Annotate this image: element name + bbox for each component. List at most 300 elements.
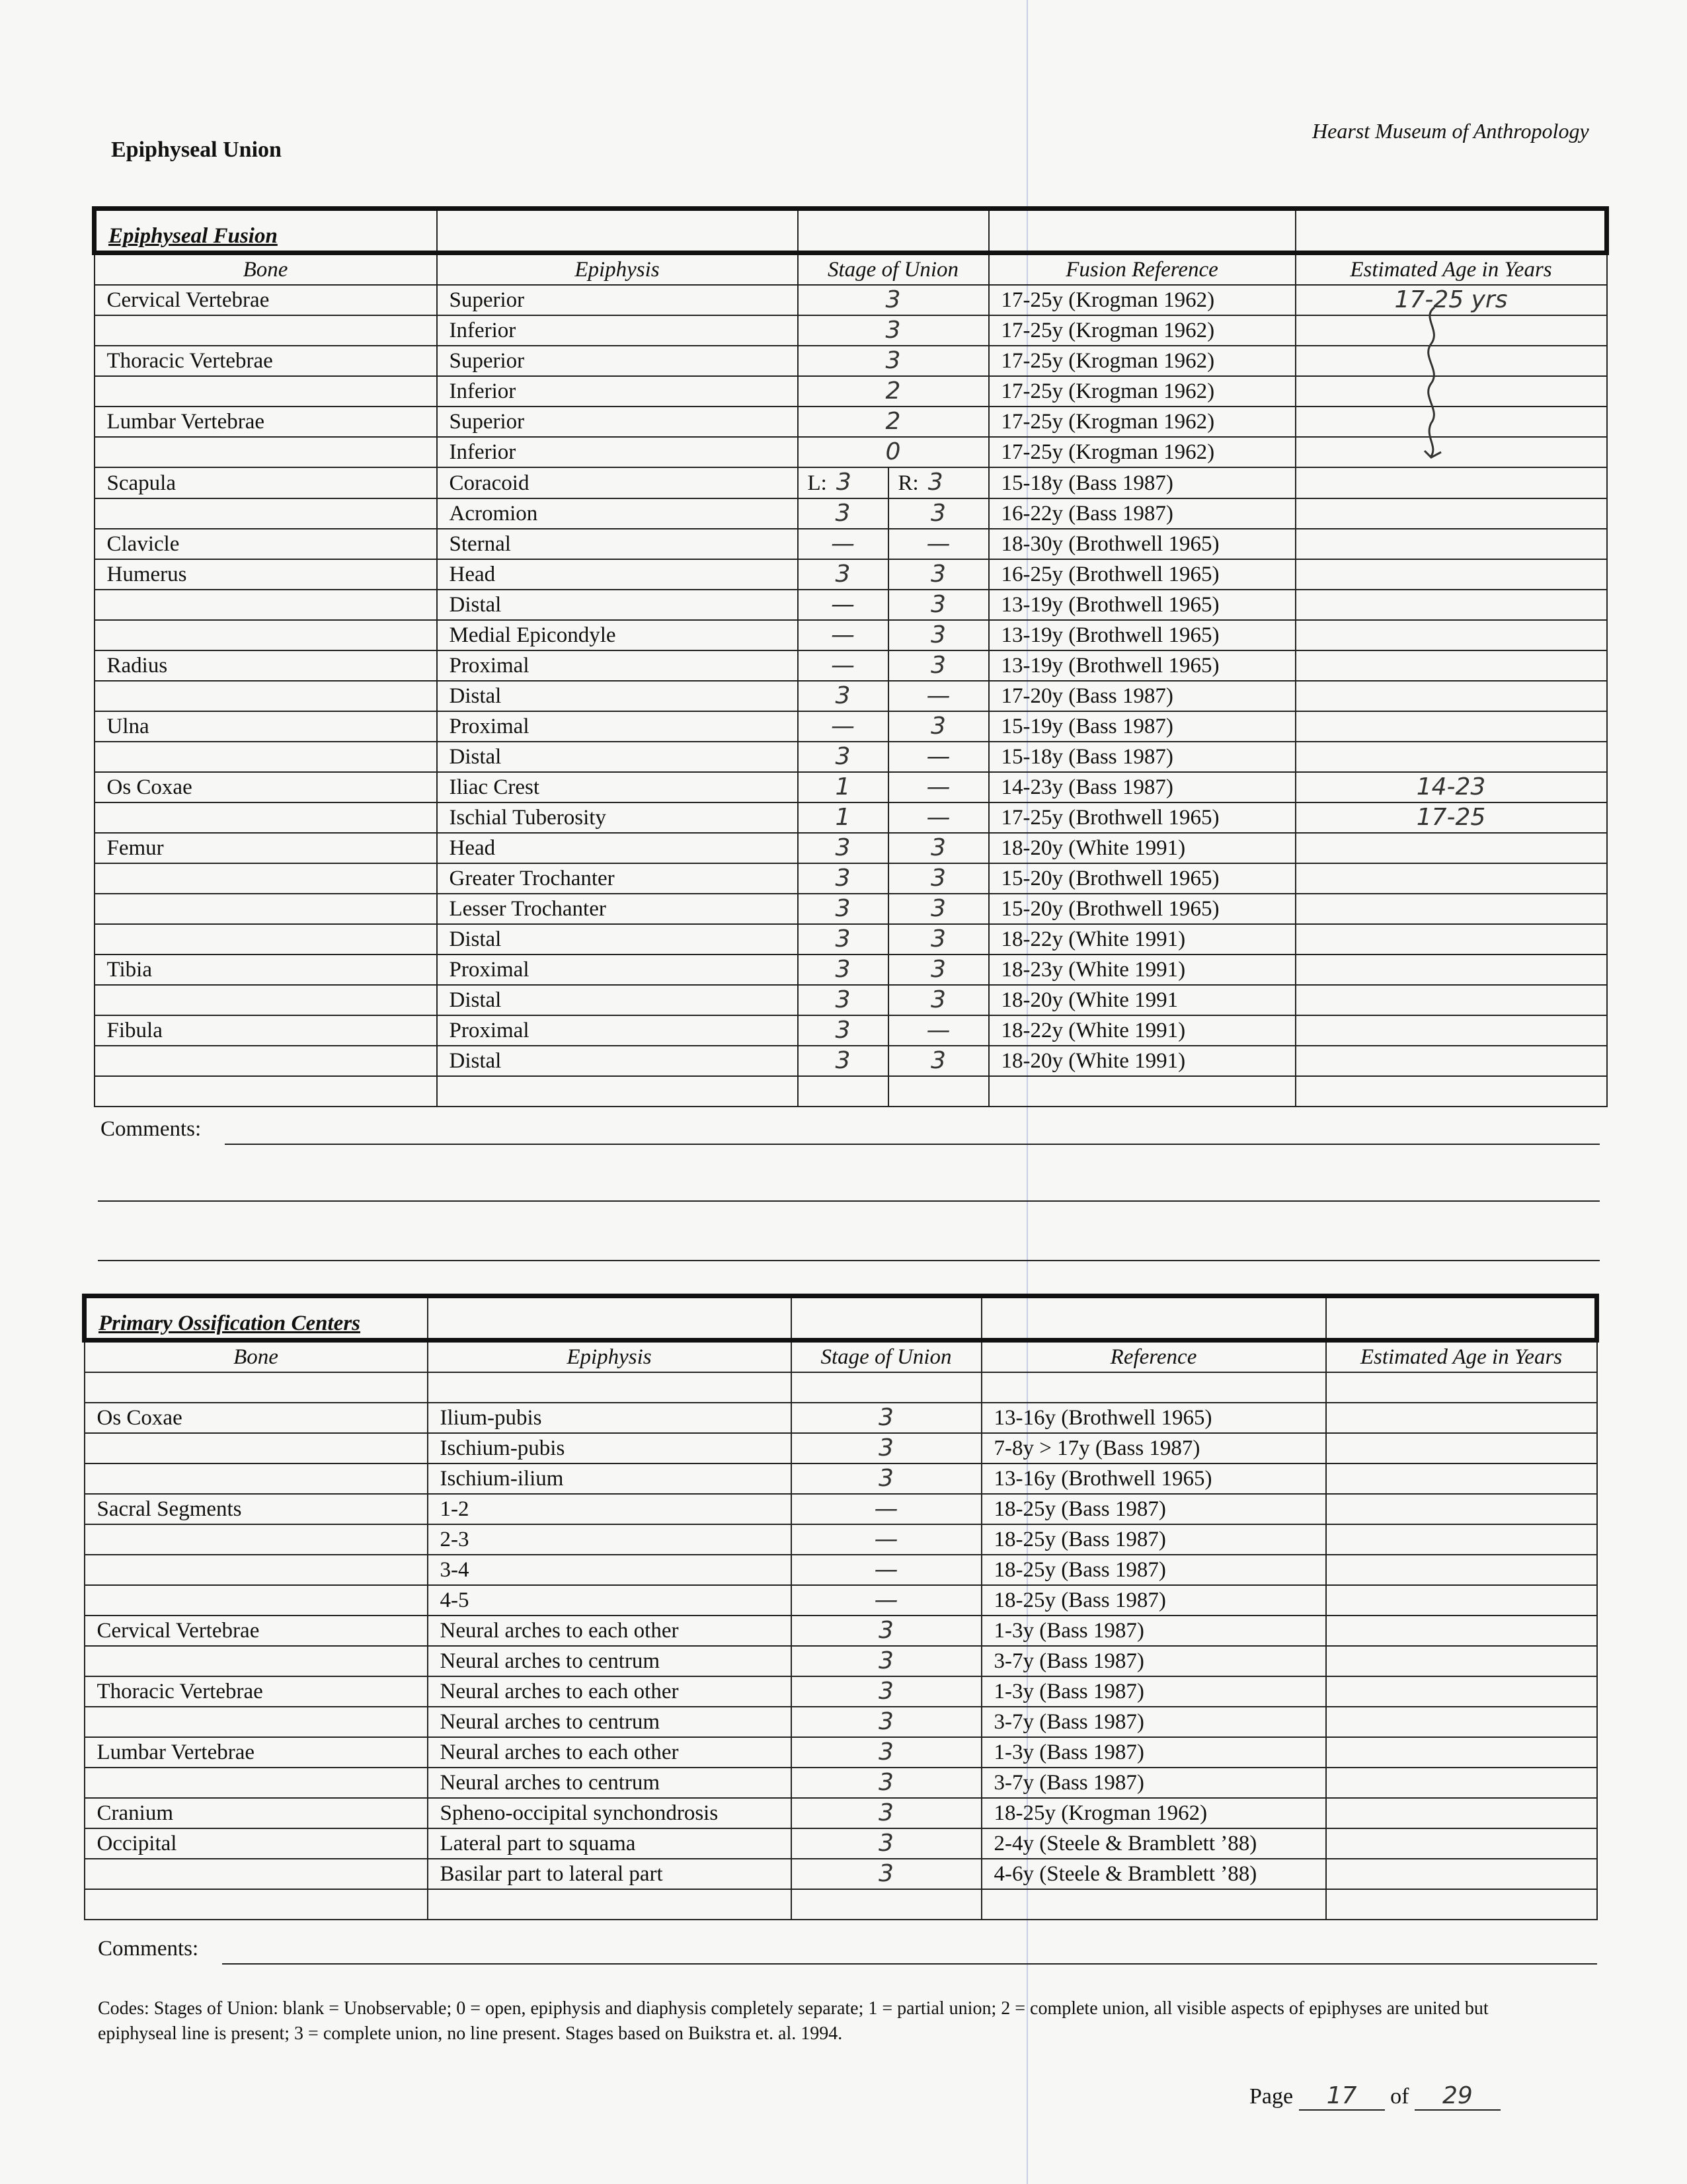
stage-codes-legend: Codes: Stages of Union: blank = Unobservable; 0 = open, epiphysis and diaphysis completely separate; 1 = partial union; 2 = complete union, all visible aspects of epiphyses are united but epiphyseal line is present; 3 = complete union, no line present. Stages based on Buikstra et. al. 1994.	[98, 1998, 1489, 2044]
bone-cell	[95, 985, 437, 1015]
reference-cell: 18-25y (Bass 1987)	[982, 1555, 1326, 1585]
reference-cell: 14-23y (Bass 1987)	[989, 772, 1296, 802]
estimated-age-cell[interactable]	[1296, 467, 1607, 498]
bone-cell	[85, 1524, 428, 1555]
bone-cell: Sacral Segments	[85, 1494, 428, 1524]
stage-cell: 0	[798, 437, 989, 467]
estimated-age-cell[interactable]	[1296, 529, 1607, 559]
table-row	[85, 1798, 1597, 1828]
bone-cell: Cervical Vertebrae	[95, 285, 437, 315]
stage-right-cell: 3	[888, 1046, 989, 1076]
epiphysis-cell: Head	[437, 559, 798, 590]
table-row	[95, 467, 1607, 498]
reference-cell: 4-6y (Steele & Bramblett ’88)	[982, 1859, 1326, 1889]
table-row	[95, 924, 1607, 955]
stage-right-cell: —	[888, 802, 989, 833]
stage-left-cell: —	[798, 590, 888, 620]
epiphysis-cell: Lesser Trochanter	[437, 894, 798, 924]
reference-cell: 18-23y (White 1991)	[989, 955, 1296, 985]
estimated-age-cell[interactable]	[1296, 498, 1607, 529]
stage-cell: 3	[791, 1828, 982, 1859]
stage-right-cell: 3	[888, 863, 989, 894]
stage-right-cell: 3	[888, 955, 989, 985]
epiphysis-cell: Neural arches to each other	[428, 1616, 791, 1646]
stage-cell: 2	[798, 376, 989, 407]
stage-cell: —	[791, 1524, 982, 1555]
table-row	[95, 802, 1607, 833]
table-row	[85, 1524, 1597, 1555]
estimated-age-cell[interactable]	[1326, 1403, 1597, 1433]
primary-comments-field[interactable]	[222, 1963, 1597, 1965]
table-row	[95, 529, 1607, 559]
reference-cell: 7-8y > 17y (Bass 1987)	[982, 1433, 1326, 1463]
stage-left-cell: 3	[798, 1015, 888, 1046]
column-header-stage: Stage of Union	[791, 1341, 982, 1373]
epiphysis-cell: Distal	[437, 590, 798, 620]
stage-cell: —	[791, 1585, 982, 1616]
table-row	[95, 650, 1607, 681]
side-label-right: R:	[898, 471, 919, 495]
blank-cell	[798, 1076, 888, 1107]
bone-cell: Thoracic Vertebrae	[95, 346, 437, 376]
fusion-comments-line[interactable]	[98, 1260, 1600, 1261]
bone-cell: Clavicle	[95, 529, 437, 559]
estimated-age-cell[interactable]	[1326, 1463, 1597, 1494]
table-row	[95, 711, 1607, 742]
stage-right-cell: 3	[888, 833, 989, 863]
museum-name: Hearst Museum of Anthropology	[1312, 119, 1589, 143]
epiphysis-cell: Neural arches to each other	[428, 1737, 791, 1768]
stage-left-cell: 3	[798, 681, 888, 711]
bone-cell	[85, 1585, 428, 1616]
stage-right-cell	[888, 467, 989, 498]
table-row	[85, 1737, 1597, 1768]
reference-cell: 13-16y (Brothwell 1965)	[982, 1403, 1326, 1433]
estimated-age-cell[interactable]	[1326, 1707, 1597, 1737]
column-header-bone: Bone	[95, 253, 437, 286]
blank-cell	[888, 1076, 989, 1107]
estimated-age-cell[interactable]	[1296, 559, 1607, 590]
stage-right-cell: —	[888, 681, 989, 711]
stage-left-cell: 1	[798, 802, 888, 833]
stage-left-cell: 3	[798, 742, 888, 772]
stage-left-cell: 3	[798, 1046, 888, 1076]
stage-cell: 3	[791, 1859, 982, 1889]
epiphysis-cell: Spheno-occipital synchondrosis	[428, 1798, 791, 1828]
stage-left-cell: 3	[798, 985, 888, 1015]
bone-cell	[95, 620, 437, 650]
bone-cell	[95, 681, 437, 711]
stage-left-cell: 3	[798, 833, 888, 863]
reference-cell: 3-7y (Bass 1987)	[982, 1646, 1326, 1676]
stage-right-cell: 3	[888, 559, 989, 590]
column-header-epiphysis: Epiphysis	[437, 253, 798, 286]
bone-cell	[85, 1646, 428, 1676]
epiphysis-cell: Distal	[437, 742, 798, 772]
bone-cell	[95, 924, 437, 955]
epiphyseal-fusion-table	[92, 206, 1609, 1107]
reference-cell: 17-20y (Bass 1987)	[989, 681, 1296, 711]
bone-cell	[85, 1463, 428, 1494]
bone-cell	[95, 863, 437, 894]
epiphysis-cell: Ischium-pubis	[428, 1433, 791, 1463]
epiphysis-cell: Neural arches to centrum	[428, 1707, 791, 1737]
estimated-age-cell[interactable]	[1326, 1859, 1597, 1889]
estimated-age-cell[interactable]	[1326, 1828, 1597, 1859]
stage-cell: 3	[791, 1433, 982, 1463]
table-row	[85, 1646, 1597, 1676]
table-row	[95, 681, 1607, 711]
reference-cell: 15-18y (Bass 1987)	[989, 742, 1296, 772]
epiphysis-cell: Lateral part to squama	[428, 1828, 791, 1859]
epiphysis-cell: Proximal	[437, 650, 798, 681]
bone-cell	[95, 437, 437, 467]
table-row	[95, 955, 1607, 985]
stage-left-cell: 3	[798, 924, 888, 955]
blank-cell	[989, 1076, 1296, 1107]
estimated-age-cell[interactable]	[1326, 1737, 1597, 1768]
blank-cell	[982, 1889, 1326, 1920]
table-row	[85, 1859, 1597, 1889]
table-row	[95, 985, 1607, 1015]
epiphysis-cell: 4-5	[428, 1585, 791, 1616]
bone-cell	[95, 590, 437, 620]
reference-cell: 18-20y (White 1991	[989, 985, 1296, 1015]
epiphysis-cell: Greater Trochanter	[437, 863, 798, 894]
bone-cell: Lumbar Vertebrae	[95, 407, 437, 437]
estimated-age-cell[interactable]	[1296, 863, 1607, 894]
column-header-estimated-age: Estimated Age in Years	[1326, 1341, 1597, 1373]
stage-right-cell: 3	[888, 924, 989, 955]
reference-cell: 13-19y (Brothwell 1965)	[989, 590, 1296, 620]
bone-cell	[85, 1433, 428, 1463]
reference-cell: 17-25y (Brothwell 1965)	[989, 802, 1296, 833]
table-row	[95, 863, 1607, 894]
reference-cell: 17-25y (Krogman 1962)	[989, 437, 1296, 467]
estimated-age-cell[interactable]	[1326, 1616, 1597, 1646]
table-row	[85, 1555, 1597, 1585]
epiphysis-cell: Sternal	[437, 529, 798, 559]
bone-cell: Tibia	[95, 955, 437, 985]
estimated-age-cell[interactable]	[1296, 894, 1607, 924]
section-header	[85, 1296, 1597, 1341]
bone-cell	[95, 315, 437, 346]
table-row	[95, 1046, 1607, 1076]
epiphysis-cell: Head	[437, 833, 798, 863]
table-row	[95, 772, 1607, 802]
estimated-age-cell[interactable]	[1296, 711, 1607, 742]
reference-cell: 13-16y (Brothwell 1965)	[982, 1463, 1326, 1494]
estimated-age-cell[interactable]	[1326, 1768, 1597, 1798]
bone-cell	[95, 498, 437, 529]
stage-right-cell: 3	[888, 650, 989, 681]
column-header-row	[85, 1341, 1597, 1373]
stage-value: 3	[927, 469, 943, 496]
table-row	[95, 742, 1607, 772]
blank-cell	[982, 1372, 1326, 1403]
stage-left-cell: 3	[798, 894, 888, 924]
section-title: Primary Ossification Centers	[85, 1296, 428, 1341]
reference-cell: 15-20y (Brothwell 1965)	[989, 863, 1296, 894]
bone-cell	[85, 1768, 428, 1798]
stage-cell: —	[791, 1494, 982, 1524]
reference-cell: 15-19y (Bass 1987)	[989, 711, 1296, 742]
table-row	[95, 590, 1607, 620]
bone-cell	[95, 1046, 437, 1076]
bone-cell: Humerus	[95, 559, 437, 590]
stage-cell: 3	[798, 285, 989, 315]
table-row	[85, 1463, 1597, 1494]
stage-right-cell: —	[888, 742, 989, 772]
epiphysis-cell: 3-4	[428, 1555, 791, 1585]
reference-cell: 17-25y (Krogman 1962)	[989, 407, 1296, 437]
table-row	[85, 1616, 1597, 1646]
epiphysis-cell: Iliac Crest	[437, 772, 798, 802]
blank-cell	[85, 1372, 428, 1403]
reference-cell: 17-25y (Krogman 1962)	[989, 346, 1296, 376]
bone-cell: Os Coxae	[85, 1403, 428, 1433]
stage-right-cell: 3	[888, 498, 989, 529]
stage-right-cell: —	[888, 1015, 989, 1046]
page-counter	[1249, 2082, 1501, 2111]
estimated-age-cell[interactable]	[1296, 742, 1607, 772]
section-header	[95, 209, 1607, 253]
epiphysis-cell: Inferior	[437, 315, 798, 346]
blank-cell	[1326, 1889, 1597, 1920]
stage-cell: 3	[798, 315, 989, 346]
epiphysis-cell: Superior	[437, 346, 798, 376]
blank-cell	[1326, 1372, 1597, 1403]
bone-cell: Os Coxae	[95, 772, 437, 802]
blank-cell	[428, 1372, 791, 1403]
reference-cell: 18-25y (Bass 1987)	[982, 1494, 1326, 1524]
table-row	[95, 833, 1607, 863]
reference-cell: 17-25y (Krogman 1962)	[989, 285, 1296, 315]
stage-right-cell: 3	[888, 590, 989, 620]
estimated-age-cell[interactable]	[1326, 1524, 1597, 1555]
table-row	[95, 498, 1607, 529]
epiphysis-cell: 1-2	[428, 1494, 791, 1524]
table-row	[95, 894, 1607, 924]
stage-cell: 3	[798, 346, 989, 376]
stage-right-cell: 3	[888, 894, 989, 924]
column-header-row	[95, 253, 1607, 286]
estimated-age-cell[interactable]	[1296, 620, 1607, 650]
epiphysis-cell: Proximal	[437, 1015, 798, 1046]
blank-cell	[791, 1372, 982, 1403]
reference-cell: 18-25y (Bass 1987)	[982, 1524, 1326, 1555]
column-header-stage: Stage of Union	[798, 253, 989, 286]
table-row	[85, 1433, 1597, 1463]
section-title: Epiphyseal Fusion	[95, 209, 437, 253]
reference-cell: 16-22y (Bass 1987)	[989, 498, 1296, 529]
reference-cell: 1-3y (Bass 1987)	[982, 1737, 1326, 1768]
epiphysis-cell: Inferior	[437, 437, 798, 467]
stage-cell: 3	[791, 1768, 982, 1798]
stage-cell: 2	[798, 407, 989, 437]
reference-cell: 18-20y (White 1991)	[989, 833, 1296, 863]
bone-cell: Lumbar Vertebrae	[85, 1737, 428, 1768]
estimated-age-cell[interactable]	[1296, 985, 1607, 1015]
bone-cell: Occipital	[85, 1828, 428, 1859]
table-row	[85, 1494, 1597, 1524]
of-label: of	[1390, 2084, 1409, 2109]
estimated-age-cell[interactable]	[1326, 1555, 1597, 1585]
reference-cell: 18-30y (Brothwell 1965)	[989, 529, 1296, 559]
fusion-comments-line[interactable]	[98, 1200, 1600, 1202]
column-header-estimated-age: Estimated Age in Years	[1296, 253, 1607, 286]
table-row	[85, 1768, 1597, 1798]
reference-cell: 16-25y (Brothwell 1965)	[989, 559, 1296, 590]
reference-cell: 3-7y (Bass 1987)	[982, 1707, 1326, 1737]
table-row	[95, 437, 1607, 467]
estimated-age-cell[interactable]	[1326, 1433, 1597, 1463]
table-row	[85, 1403, 1597, 1433]
stage-left-cell: —	[798, 650, 888, 681]
stage-cell: 3	[791, 1737, 982, 1768]
stage-cell: 3	[791, 1463, 982, 1494]
bone-cell	[85, 1859, 428, 1889]
estimated-age-cell[interactable]	[1296, 924, 1607, 955]
blank-cell	[1296, 1076, 1607, 1107]
estimated-age-cell[interactable]	[1326, 1798, 1597, 1828]
stage-left-cell: —	[798, 620, 888, 650]
column-header-epiphysis: Epiphysis	[428, 1341, 791, 1373]
stage-cell: 3	[791, 1616, 982, 1646]
estimated-age-cell[interactable]	[1326, 1494, 1597, 1524]
blank-cell	[437, 1076, 798, 1107]
table-row	[95, 376, 1607, 407]
column-header-bone: Bone	[85, 1341, 428, 1373]
estimated-age-cell[interactable]	[1326, 1646, 1597, 1676]
reference-cell: 18-20y (White 1991)	[989, 1046, 1296, 1076]
reference-cell: 3-7y (Bass 1987)	[982, 1768, 1326, 1798]
bone-cell	[85, 1555, 428, 1585]
stage-right-cell: 3	[888, 620, 989, 650]
table-row	[95, 285, 1607, 315]
brace-icon	[1415, 304, 1454, 463]
reference-cell: 17-25y (Krogman 1962)	[989, 315, 1296, 346]
blank-cell	[428, 1889, 791, 1920]
bone-cell: Thoracic Vertebrae	[85, 1676, 428, 1707]
page-title: Epiphyseal Union	[111, 137, 282, 162]
epiphysis-cell: Neural arches to centrum	[428, 1768, 791, 1798]
blank-cell	[85, 1889, 428, 1920]
epiphysis-cell: Neural arches to centrum	[428, 1646, 791, 1676]
reference-cell: 2-4y (Steele & Bramblett ’88)	[982, 1828, 1326, 1859]
table-row	[85, 1707, 1597, 1737]
primary-ossification-table	[82, 1294, 1599, 1920]
epiphysis-cell: Neural arches to each other	[428, 1676, 791, 1707]
fusion-comments-field[interactable]	[225, 1144, 1600, 1145]
epiphysis-cell: Medial Epicondyle	[437, 620, 798, 650]
bone-cell	[95, 376, 437, 407]
reference-cell: 13-19y (Brothwell 1965)	[989, 620, 1296, 650]
stage-right-cell: 3	[888, 711, 989, 742]
estimated-age-cell[interactable]	[1296, 650, 1607, 681]
stage-right-cell: 3	[888, 985, 989, 1015]
table-row	[85, 1676, 1597, 1707]
stage-left-cell: —	[798, 711, 888, 742]
estimated-age-cell[interactable]: 17-25 yrs	[1296, 285, 1607, 315]
stage-left-cell: 1	[798, 772, 888, 802]
reference-cell: 18-25y (Bass 1987)	[982, 1585, 1326, 1616]
stage-cell: —	[791, 1555, 982, 1585]
reference-cell: 1-3y (Bass 1987)	[982, 1676, 1326, 1707]
estimated-age-cell[interactable]: 14-23	[1296, 772, 1607, 802]
blank-row	[85, 1889, 1597, 1920]
reference-cell: 18-22y (White 1991)	[989, 1015, 1296, 1046]
epiphysis-cell: Distal	[437, 1046, 798, 1076]
estimated-age-cell[interactable]	[1296, 1015, 1607, 1046]
bone-cell: Ulna	[95, 711, 437, 742]
reference-cell: 15-18y (Bass 1987)	[989, 467, 1296, 498]
bone-cell: Radius	[95, 650, 437, 681]
epiphysis-cell: Ischium-ilium	[428, 1463, 791, 1494]
estimated-age-cell[interactable]	[1296, 590, 1607, 620]
epiphysis-cell: Inferior	[437, 376, 798, 407]
table-row	[95, 620, 1607, 650]
table-row	[95, 315, 1607, 346]
page-label: Page	[1249, 2084, 1294, 2109]
reference-cell: 18-25y (Krogman 1962)	[982, 1798, 1326, 1828]
estimated-age-cell[interactable]	[1296, 833, 1607, 863]
stage-left-cell: —	[798, 529, 888, 559]
estimated-age-cell[interactable]	[1296, 681, 1607, 711]
estimated-age-cell[interactable]	[1326, 1676, 1597, 1707]
page-number: 17	[1299, 2082, 1385, 2111]
table-row	[85, 1828, 1597, 1859]
estimated-age-cell[interactable]	[1296, 1046, 1607, 1076]
epiphysis-cell: Proximal	[437, 955, 798, 985]
epiphysis-cell: Ischial Tuberosity	[437, 802, 798, 833]
epiphysis-cell: Ilium-pubis	[428, 1403, 791, 1433]
reference-cell: 13-19y (Brothwell 1965)	[989, 650, 1296, 681]
stage-left-cell: 3	[798, 559, 888, 590]
reference-cell: 1-3y (Bass 1987)	[982, 1616, 1326, 1646]
epiphysis-cell: Distal	[437, 985, 798, 1015]
epiphysis-cell: Proximal	[437, 711, 798, 742]
epiphysis-cell: Distal	[437, 924, 798, 955]
stage-right-cell: —	[888, 529, 989, 559]
bone-cell: Cervical Vertebrae	[85, 1616, 428, 1646]
stage-cell: 3	[791, 1798, 982, 1828]
stage-left-cell: 3	[798, 863, 888, 894]
fusion-comments-label: Comments:	[100, 1117, 202, 1141]
blank-cell	[791, 1889, 982, 1920]
page-total: 29	[1415, 2082, 1501, 2111]
estimated-age-cell[interactable]: 17-25	[1296, 802, 1607, 833]
table-row	[95, 559, 1607, 590]
epiphysis-cell: Coracoid	[437, 467, 798, 498]
estimated-age-cell[interactable]	[1296, 955, 1607, 985]
blank-cell	[95, 1076, 437, 1107]
side-label-left: L:	[807, 471, 827, 495]
reference-cell: 18-22y (White 1991)	[989, 924, 1296, 955]
table-row	[85, 1585, 1597, 1616]
table-row	[95, 1015, 1607, 1046]
bone-cell	[85, 1707, 428, 1737]
bone-cell: Femur	[95, 833, 437, 863]
table-row	[95, 346, 1607, 376]
stage-cell: 3	[791, 1403, 982, 1433]
stage-left-cell: 3	[798, 955, 888, 985]
stage-cell: 3	[791, 1646, 982, 1676]
estimated-age-cell[interactable]	[1326, 1585, 1597, 1616]
epiphysis-cell: 2-3	[428, 1524, 791, 1555]
bone-cell: Fibula	[95, 1015, 437, 1046]
reference-cell: 17-25y (Krogman 1962)	[989, 376, 1296, 407]
